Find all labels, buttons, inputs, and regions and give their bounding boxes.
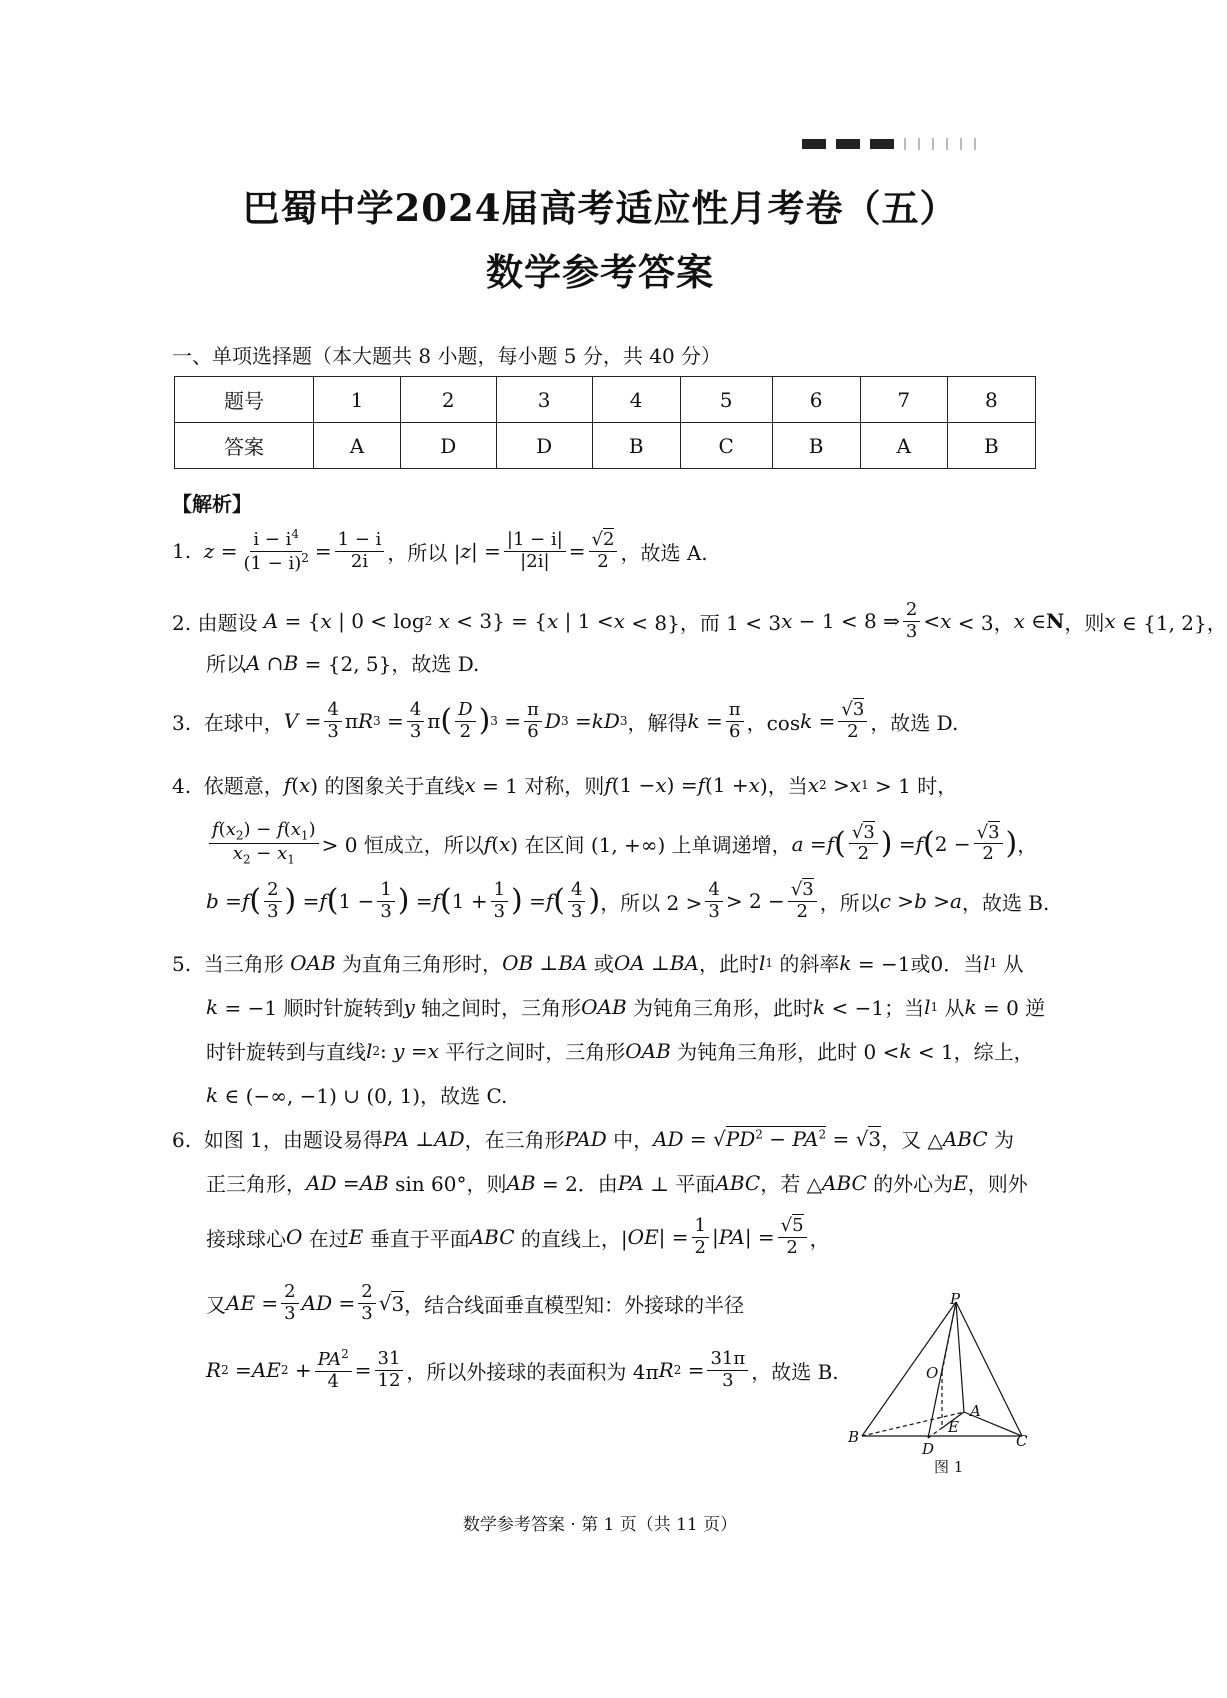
section-heading: 一、单项选择题（本大题共 8 小题，每小题 5 分，共 40 分） xyxy=(172,344,722,368)
solution-4-line-3: b = f ( $\frac{2}{3}$ ) = f ( 1 − $\frac{1}{3}$ ) = f ( 1 + $\frac{1}{3}$ ) = f ( $\frac{4}{3}$ ) ，所以 2 > $\frac{4}{3}$ > 2 − $\frac{√3}{2}$ ，所以 c > b > a ，故选 B. xyxy=(206,879,1050,922)
question-number: 3 xyxy=(496,377,592,423)
solution-4-line-1: 4. 依题意， f ( x ) 的图象关于直线 x = 1 对称，则 f (1 − x ) = f (1 + x )，当 x 2 > x 1 > 1 时， xyxy=(172,772,958,798)
answer-cell: D xyxy=(496,423,592,469)
row-label: 答案 xyxy=(175,423,314,469)
decorative-marks xyxy=(802,138,988,150)
figure-1-pyramid xyxy=(852,1290,1028,1450)
analysis-heading: 【解析】 xyxy=(172,492,252,516)
figure-label: D xyxy=(922,1440,935,1458)
solution-6-line-1: 6. 如图 1，由题设易得 PA ⊥ AD ，在三角形 PAD 中， AD = √ $PD^2 - PA^2$ = √ 3 ，又 △ ABC 为 xyxy=(172,1126,1015,1152)
table-row xyxy=(175,423,1036,469)
document-title: 巴蜀中学2024届高考适应性月考卷（五） xyxy=(242,186,958,230)
answer-cell: B xyxy=(592,423,680,469)
answer-table xyxy=(174,376,1036,469)
question-number: 8 xyxy=(947,377,1035,423)
table-row xyxy=(175,377,1036,423)
row-label: 题号 xyxy=(175,377,314,423)
solution-4-line-2: $\frac{f(x_2) - f(x_1)}{x_2 - x_1}$ > 0 恒成立，所以 f ( x ) 在区间 (1, +∞) 上单调递增， a = f ( $\frac{√3}{2}$ ) = f ( 2 − $\frac{√3}{2}$ ) ， xyxy=(206,820,1037,868)
answer-cell: A xyxy=(314,423,401,469)
question-number: 7 xyxy=(860,377,947,423)
figure-label: O xyxy=(926,1364,939,1382)
solution-6-line-2: 正三角形， AD = AB sin 60°，则 AB = 2．由 PA ⊥ 平面 ABC ，若 △ ABC 的外心为 E ，则外 xyxy=(206,1170,1028,1196)
solution-5-line-3: 时针旋转到与直线 l 2 : y = x 平行之间时，三角形 OAB 为钝角三角形，此时 0 < k < 1，综上， xyxy=(206,1038,1034,1064)
figure-label: C xyxy=(1016,1432,1028,1450)
solution-6-line-3: 接球球心 O 在过 E 垂直于平面 ABC 的直线上，| OE | = $\frac{1}{2}$ | PA | = $\frac{√5}{2}$ ， xyxy=(206,1215,830,1258)
figure-label: A xyxy=(970,1402,981,1420)
solution-6-line-5: R 2 = AE 2 + $\frac{PA^2}{4}$ = $\frac{31}{12}$ ，所以外接球的表面积为 4π R 2 = $\frac{31\pi}{3}$ ，故选 B. xyxy=(206,1347,839,1392)
question-number: 6 xyxy=(772,377,860,423)
answer-cell: A xyxy=(860,423,947,469)
solution-1: 1. z = $\frac{i - i^4}{(1 - i)^2}$ = $\frac{1 - i}{2i}$ ，所以 | z | = $\frac{|1 - i|}{|2i|}$ = $\frac{√2}{2}$ ，故选 A. xyxy=(172,527,708,574)
answer-cell: C xyxy=(680,423,772,469)
answer-cell: B xyxy=(947,423,1035,469)
question-number: 5 xyxy=(680,377,772,423)
solution-2-line-1: 2. 由题设 A = { x | 0 < log 2 x < 3} = { x | 1 < x < 8}，而 1 < 3 x − 1 < 8 ⇒ $\frac{2}{3}$ < x < 3， x ∈ N ，则 x ∈ {1, 2}， xyxy=(172,599,1227,642)
solution-5-line-1: 5. 当三角形 OAB 为直角三角形时， OB ⊥ BA 或 OA ⊥ BA ，此时 l 1 的斜率 k = −1或0．当 l 1 从 xyxy=(172,950,1024,976)
figure-label: B xyxy=(848,1428,860,1446)
solution-5-line-2: k = −1 顺时针旋转到 y 轴之间时，三角形 OAB 为钝角三角形，此时 k < −1；当 l 1 从 k = 0 逆 xyxy=(206,994,1046,1020)
answer-cell: D xyxy=(400,423,496,469)
question-number: 1 xyxy=(314,377,401,423)
answer-cell: B xyxy=(772,423,860,469)
document-subtitle: 数学参考答案 xyxy=(486,250,714,294)
solution-3: 3. 在球中， V = $\frac{4}{3}$ π R 3 = $\frac{4}{3}$ π ( $\frac{D}{2}$ ) 3 = $\frac{\pi}{6}$ D 3 = kD 3 ，解得 k = $\frac{\pi}{6}$ ，cos k = $\frac{√3}{2}$ ，故选 D. xyxy=(172,699,959,742)
solution-5-line-4: k ∈ (−∞, −1) ∪ (0, 1)，故选 C. xyxy=(206,1082,508,1108)
question-number: 2 xyxy=(400,377,496,423)
figure-label: E xyxy=(948,1418,959,1436)
solution-2-line-2: 所以 A ∩ B = {2, 5}，故选 D. xyxy=(206,650,480,676)
figure-caption: 图 1 xyxy=(934,1458,964,1476)
page-footer: 数学参考答案 · 第 1 页（共 11 页） xyxy=(462,1515,738,1535)
question-number: 4 xyxy=(592,377,680,423)
figure-label: P xyxy=(950,1290,961,1308)
solution-6-line-4: 又 AE = $\frac{2}{3}$ AD = $\frac{2}{3}$ √ 3 ，结合线面垂直模型知：外接球的半径 xyxy=(206,1281,745,1324)
